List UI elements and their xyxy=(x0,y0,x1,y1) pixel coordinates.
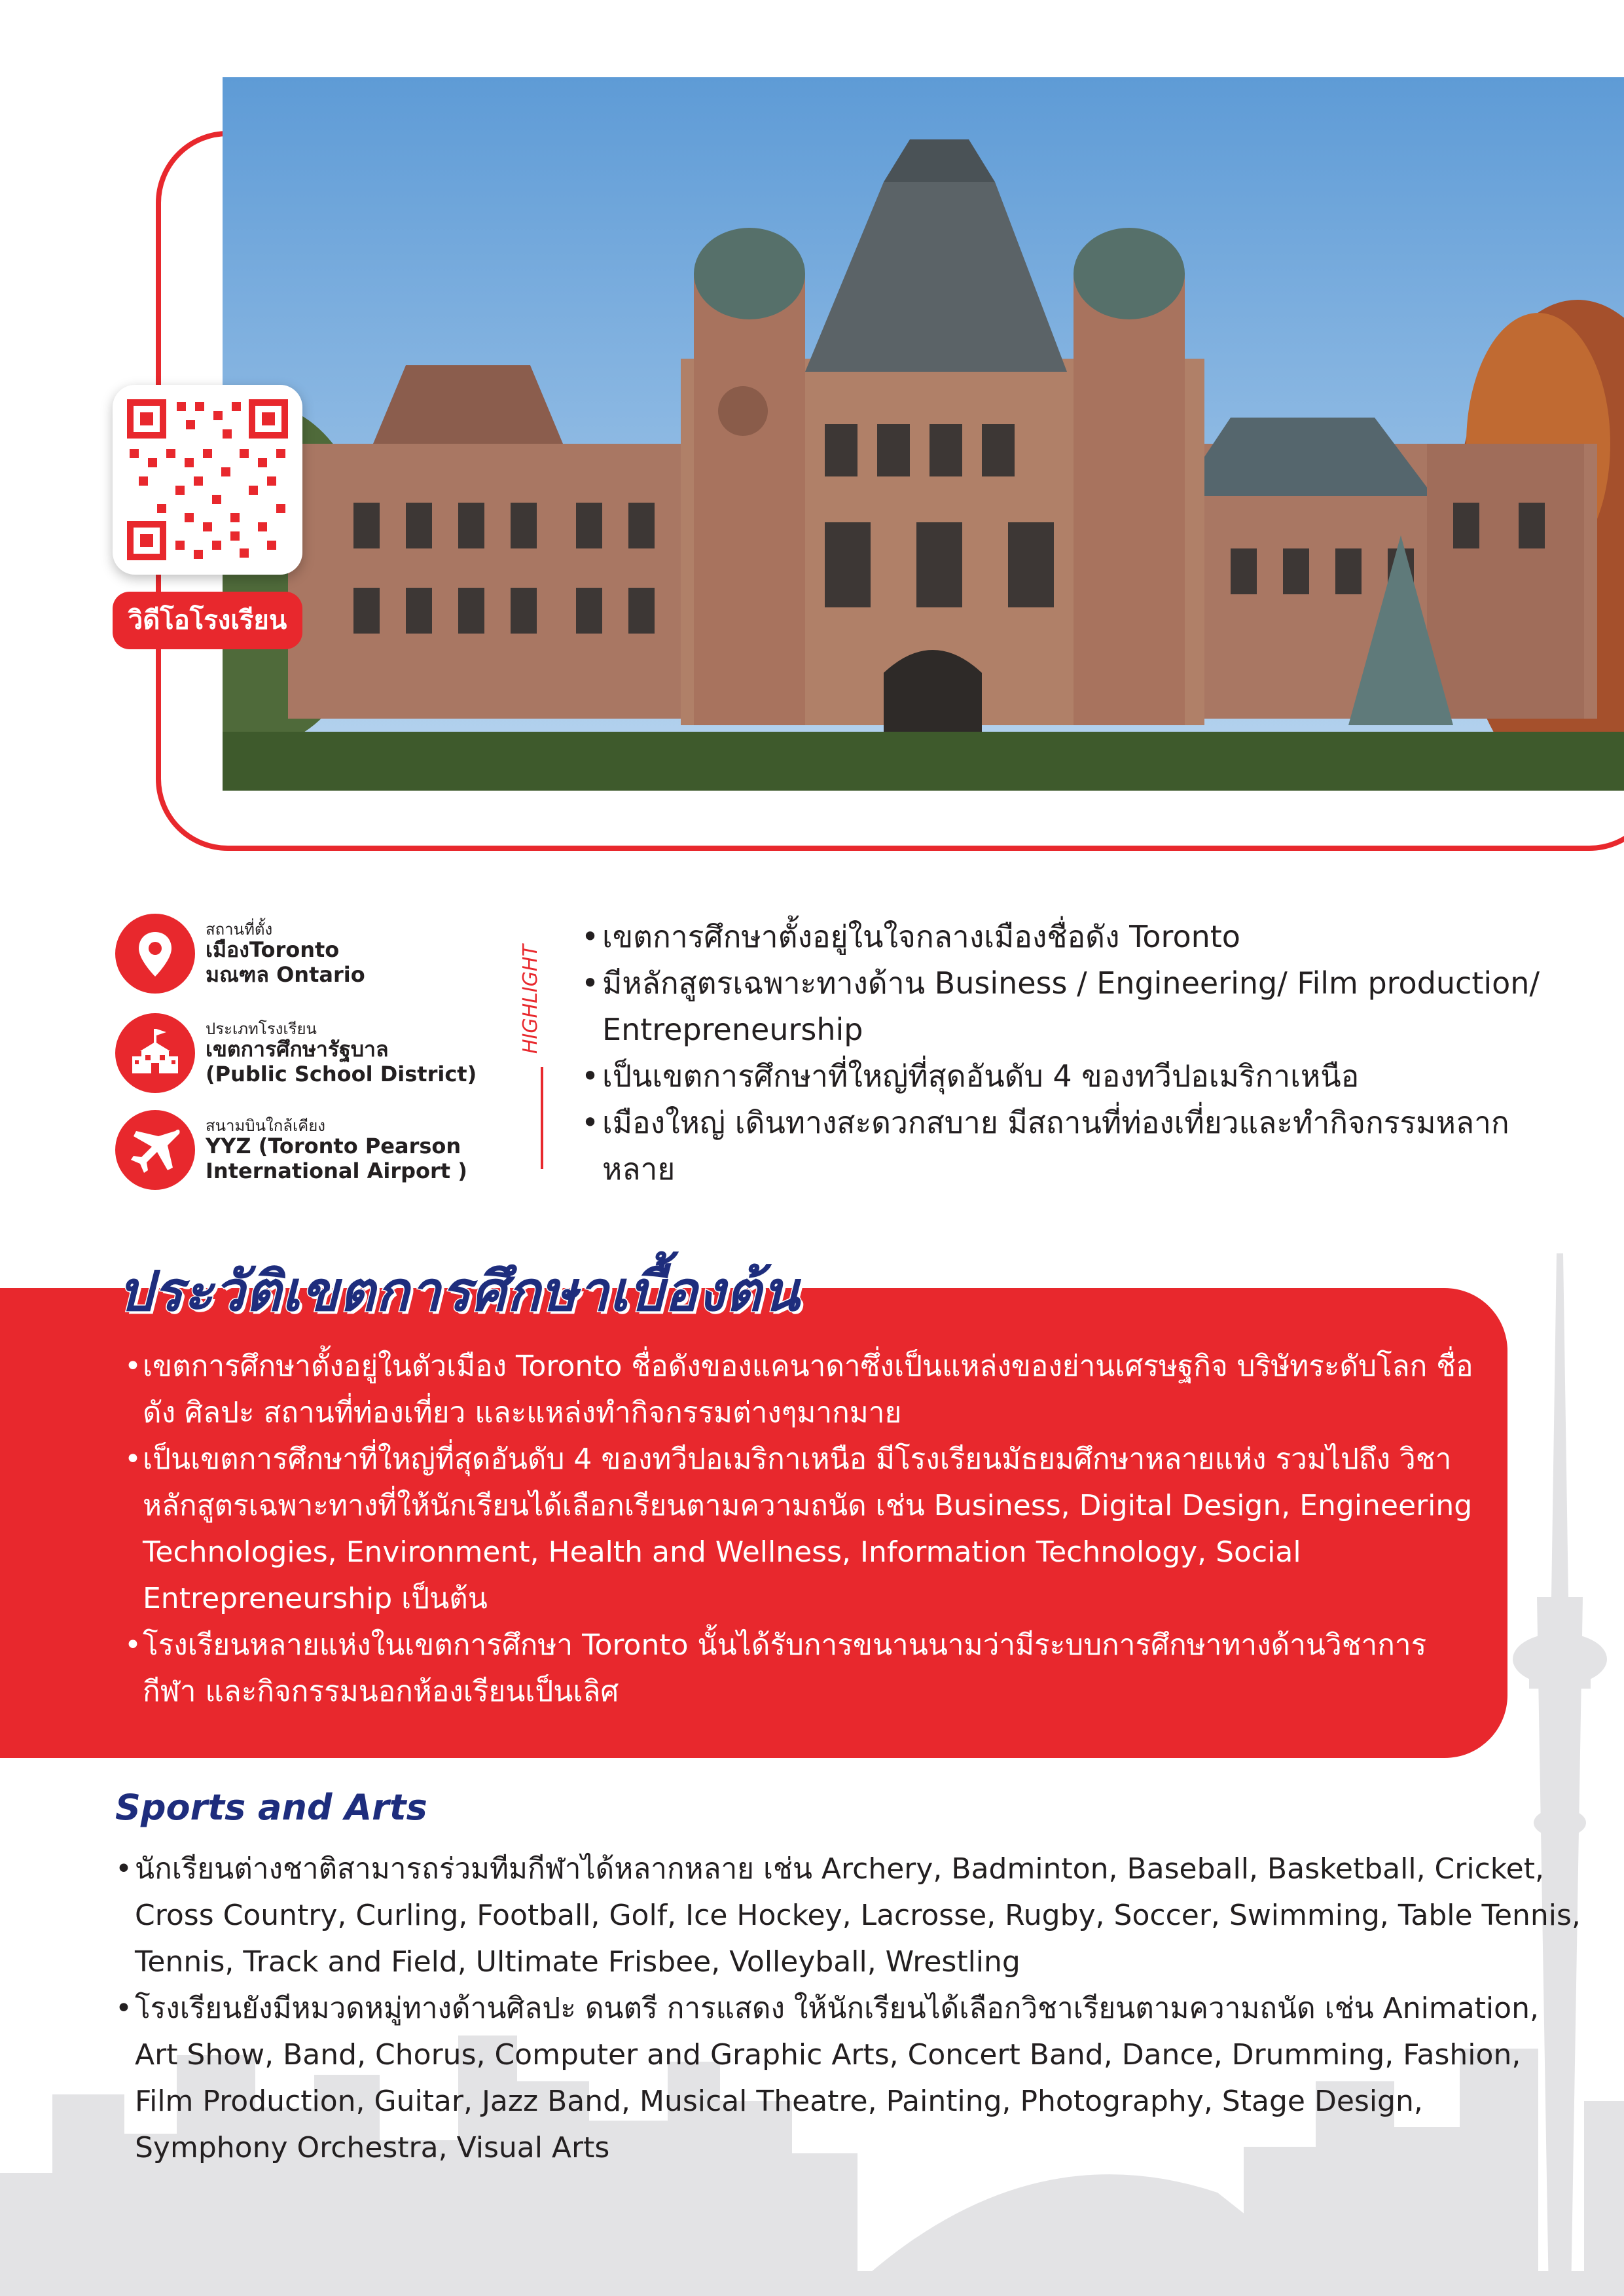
highlight-label-graphic xyxy=(517,916,543,1060)
sports-arts-title: Sports and Arts xyxy=(115,1787,427,1828)
airport-code: YYZ (Toronto Pearson xyxy=(206,1134,461,1158)
history-item: • เป็นเขตการศึกษาที่ใหญ่ที่สุดอันดับ 4 ของทวีปอเมริกาเหนือ มีโรงเรียนมัธยมศึกษาหลายแห่ง รวมไปถึง วิชาหลักสูตรเฉพาะทางที่ให้นักเรียนได้เลือกเรียนตามความถนัด เช่น Business, Digital Design, Engineering Technologies, Environment, Health and Wellness, Information Technology, Social Entrepreneurship เป็นต้น xyxy=(124,1436,1486,1622)
highlight-item: • เป็นเขตการศึกษาที่ใหญ่ที่สุดอันดับ 4 ของทวีปอเมริกาเหนือ xyxy=(581,1053,1550,1100)
highlight-item: • เขตการศึกษาตั้งอยู่ในใจกลางเมืองชื่อดัง Toronto xyxy=(581,914,1550,960)
highlight-item: • เมืองใหญ่ เดินทางสะดวกสบาย มีสถานที่ท่องเที่ยวและทำกิจกรรมหลากหลาย xyxy=(581,1100,1550,1193)
school-type-caption: ประเภทโรงเรียน xyxy=(206,1020,317,1038)
qr-code-icon xyxy=(127,399,288,560)
history-item: • โรงเรียนหลายแห่งในเขตการศึกษา Toronto นั้นได้รับการขนานนามว่ามีระบบการศึกษาทางด้านวิชาการ กีฬา และกิจกรรมนอกห้องเรียนเป็นเลิศ xyxy=(124,1622,1486,1715)
airplane-icon xyxy=(115,1110,195,1190)
school-building-icon xyxy=(115,1013,195,1093)
location-pin-icon xyxy=(115,914,195,994)
school-type-value: เขตการศึกษารัฐบาล xyxy=(206,1037,389,1062)
highlight-list xyxy=(581,914,1550,1193)
location-caption: สถานที่ตั้ง xyxy=(206,920,273,939)
qr-code-card[interactable] xyxy=(113,385,302,575)
sports-item: • นักเรียนต่างชาติสามารถร่วมทีมกีฬาได้หลากหลาย เช่น Archery, Badminton, Baseball, Basketball, Cricket, Cross Country, Curling, Football, Golf, Ice Hockey, Lacrosse, Rugby, Soccer, Swimming, Table Tennis, Tennis, Track and Field, Ultimate Frisbee, Volleyball, Wrestling xyxy=(115,1846,1581,1985)
sports-arts-list xyxy=(115,1846,1581,2171)
highlight-label: HIGHLIGHT xyxy=(519,944,542,1054)
history-title: ประวัติเขตการศึกษาเบื้องต้น xyxy=(118,1259,801,1323)
school-type-english: (Public School District) xyxy=(206,1062,477,1086)
airport-name: International Airport ) xyxy=(206,1158,467,1183)
school-building-photo xyxy=(223,77,1624,791)
history-item: • เขตการศึกษาตั้งอยู่ในตัวเมือง Toronto ชื่อดังของแคนาดาซึ่งเป็นแหล่งของย่านเศรษฐกิจ บริษัทระดับโลก ชื่อดัง ศิลปะ สถานที่ท่องเที่ยว และแหล่งทำกิจกรรมต่างๆมากมาย xyxy=(124,1343,1486,1436)
airport-caption: สนามบินใกล้เคียง xyxy=(206,1117,325,1135)
location-province: มณฑล Ontario xyxy=(206,962,365,987)
location-city: เมืองToronto xyxy=(206,937,340,962)
school-video-label[interactable]: วิดีโอโรงเรียน xyxy=(113,592,302,649)
highlight-item: • มีหลักสูตรเฉพาะทางด้าน Business / Engineering/ Film production/ Entrepreneurship xyxy=(581,960,1550,1053)
highlight-divider xyxy=(541,1067,543,1169)
history-list xyxy=(124,1343,1486,1715)
arts-item: • โรงเรียนยังมีหมวดหมู่ทางด้านศิลปะ ดนตรี การแสดง ให้นักเรียนได้เลือกวิชาเรียนตามความถนัด เช่น Animation, Art Show, Band, Chorus, Computer and Graphic Arts, Concert Band, Dance, Drumming, Fashion, Film Production, Guitar, Jazz Band, Musical Theatre, Painting, Photography, Stage Design, Symphony Orchestra, Visual Arts xyxy=(115,1985,1581,2171)
